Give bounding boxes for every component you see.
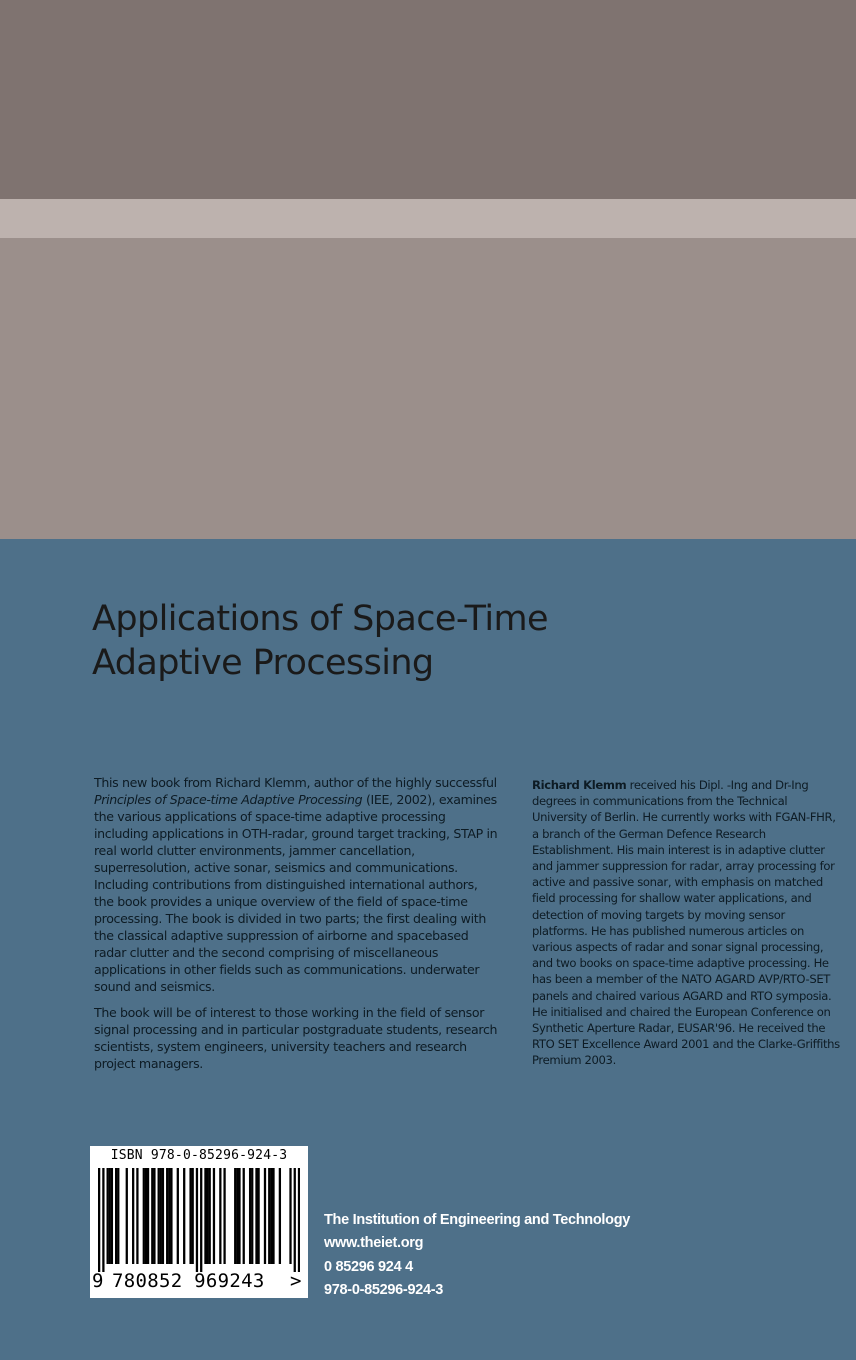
barcode-bar: [196, 1168, 198, 1272]
barcode-bar: [200, 1168, 202, 1272]
barcode-bar: [158, 1168, 160, 1264]
cover-top-band: [0, 0, 856, 199]
barcode-bar: [264, 1168, 266, 1264]
barcode-bar: [153, 1168, 155, 1264]
barcode-bar: [238, 1168, 240, 1264]
barcode-bar: [268, 1168, 270, 1264]
barcode-bar: [132, 1168, 134, 1264]
barcode-bar: [107, 1168, 109, 1264]
barcode-bar: [145, 1168, 147, 1264]
barcode-bar: [151, 1168, 153, 1264]
isbn-barcode: [90, 1146, 308, 1298]
barcode-digits: 780852 969243: [112, 1270, 265, 1292]
barcode-bar: [234, 1168, 236, 1264]
barcode-bar: [272, 1168, 274, 1264]
barcode-bar: [166, 1168, 168, 1264]
barcode-bar: [126, 1168, 128, 1264]
description-paragraph-1: [94, 774, 499, 995]
barcode-bar: [102, 1168, 104, 1272]
barcode-bar: [147, 1168, 149, 1264]
author-bio: [532, 777, 840, 1069]
barcode-bar: [289, 1168, 291, 1264]
barcode-arrow: >: [290, 1270, 302, 1292]
barcode-bar: [270, 1168, 272, 1264]
barcode-bar: [209, 1168, 211, 1264]
barcode-bar: [204, 1168, 206, 1264]
barcode-bar: [294, 1168, 296, 1272]
barcode-bar: [98, 1168, 100, 1272]
book-title-line-2: Adaptive Processing: [92, 643, 434, 683]
barcode-bar: [219, 1168, 221, 1264]
barcode-bars: [98, 1168, 300, 1272]
cover-light-stripe: [0, 199, 856, 238]
author-name: Richard Klemm: [532, 778, 627, 792]
barcode-bar: [236, 1168, 238, 1264]
barcode-bar: [243, 1168, 245, 1264]
description-paragraph-2: The book will be of interest to those working in the field of sensor signal processing and in particular postgraduate students, research scientists, system engineers, university teachers and research project managers.: [94, 1005, 498, 1071]
barcode-bar: [136, 1168, 138, 1264]
barcode-bar: [168, 1168, 170, 1264]
barcode-bar: [162, 1168, 164, 1264]
book-title-line-1: Applications of Space-Time: [92, 599, 548, 639]
description-cited-title: Principles of Space-time Adaptive Processing: [94, 792, 363, 807]
barcode-bar: [279, 1168, 281, 1264]
publisher-url: www.theiet.org: [324, 1235, 424, 1252]
barcode-bar: [117, 1168, 119, 1264]
barcode-bar: [143, 1168, 145, 1264]
barcode-bar: [177, 1168, 179, 1264]
book-title: [92, 597, 792, 685]
publisher-name: The Institution of Engineering and Technology: [324, 1212, 631, 1228]
barcode-bar: [109, 1168, 111, 1264]
barcode-bar: [223, 1168, 225, 1264]
book-description: [94, 774, 499, 1081]
author-bio-text: received his Dipl. -Ing and Dr-Ing degrees in communications from the Technical University of Berlin. He currently works with FGAN-FHR, a branch of the German Defence Research Establishment. His main interest is in adaptive clutter and jammer suppression for radar, array processing for active and passive sonar, with emphasis on matched field processing for shallow water applications, and detection of moving targets by moving sensor platforms. He has published numerous articles on various aspects of radar and sonar signal processing, and two books on space-time adaptive processing. He has been a member of the NATO AGARD AVP/RTO-SET panels and chaired various AGARD and RTO symposia. He initialised and chaired the European Conference on Synthetic Aperture Radar, EUSAR'96. He received the RTO SET Excellence Award 2001 and the Clarke-Griffiths Premium 2003.: [532, 778, 840, 1068]
barcode-bar: [115, 1168, 117, 1264]
barcode-bar: [183, 1168, 185, 1264]
barcode-bar: [249, 1168, 251, 1264]
barcode-bar: [255, 1168, 257, 1264]
barcode-bar: [189, 1168, 191, 1264]
barcode-bar: [213, 1168, 215, 1264]
barcode-bar: [192, 1168, 194, 1264]
barcode-bar: [251, 1168, 253, 1264]
description-intro: This new book from Richard Klemm, author of the highly successful: [94, 775, 497, 790]
barcode-bar: [170, 1168, 172, 1264]
description-body: (IEE, 2002), examines the various applications of space-time adaptive processing including applications in OTH-radar, ground target tracking, STAP in real world clutter environments, jammer cancellation, superresolution, active sonar, seismics and communications. Including contributions from distinguished international authors, the book provides a unique overview of the field of space-time processing. The book is divided in two parts; the first dealing with the classical adaptive suppression of airborne and spacebased radar clutter and the second comprising of miscellaneous applications in other fields such as communications. underwater sound and seismics.: [94, 792, 498, 994]
cover-mid-band: [0, 238, 856, 539]
barcode-bar: [206, 1168, 208, 1264]
barcode-isbn-label: ISBN 978-0-85296-924-3: [110, 1148, 288, 1163]
barcode-bar: [298, 1168, 300, 1272]
barcode-bar: [257, 1168, 259, 1264]
barcode-bar: [111, 1168, 113, 1264]
barcode-bar: [160, 1168, 162, 1264]
publisher-isbn-10: 0 85296 924 4: [324, 1258, 413, 1275]
publisher-isbn-13: 978-0-85296-924-3: [324, 1281, 444, 1298]
publisher-block: [324, 1209, 744, 1302]
barcode-first-digit: 9: [92, 1270, 104, 1292]
